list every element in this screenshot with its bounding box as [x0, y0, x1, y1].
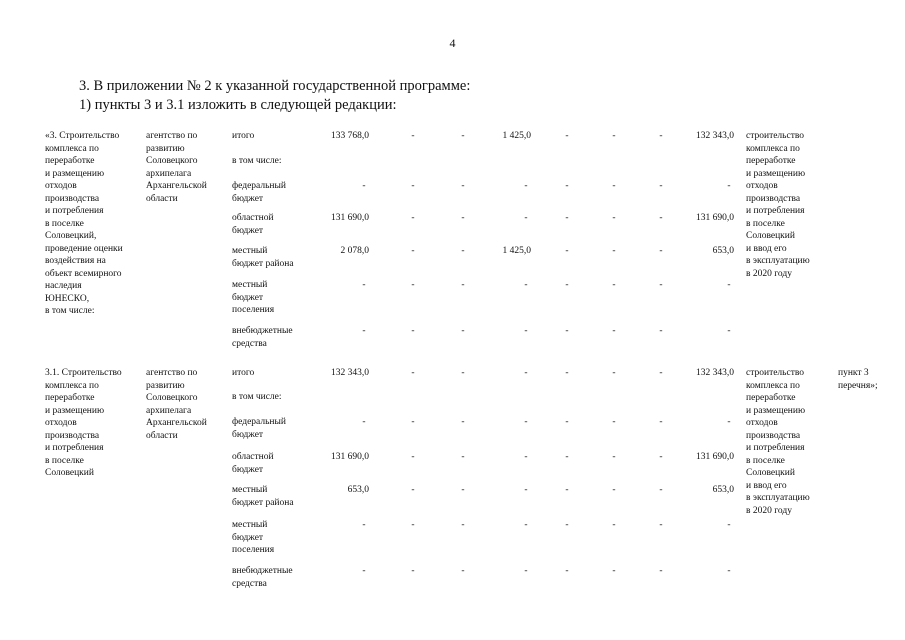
table-cell: - [659, 246, 663, 256]
funding-source: итого [232, 131, 255, 141]
table-cell: - [565, 246, 569, 256]
table-cell: - [362, 417, 366, 427]
table-cell: - [411, 213, 415, 223]
table-cell: - [411, 452, 415, 462]
funding-source: внебюджетные средства [232, 566, 293, 589]
table-cell: - [411, 368, 415, 378]
executor: агентство по развитию Соловецкого архипелага Архангельской области [146, 131, 207, 204]
table-cell: - [659, 326, 663, 336]
table-cell: - [524, 485, 528, 495]
table-cell: 653,0 [347, 485, 369, 495]
table-cell: - [461, 520, 465, 530]
table-cell: - [612, 452, 616, 462]
table-cell: - [565, 566, 569, 576]
table-cell: 1 425,0 [502, 246, 531, 256]
table-cell: - [659, 452, 663, 462]
table-cell: - [461, 326, 465, 336]
funding-source: федеральный бюджет [232, 181, 286, 204]
table-cell: - [612, 566, 616, 576]
table-cell: 131 690,0 [696, 452, 734, 462]
table-cell: 653,0 [712, 246, 734, 256]
table-cell: - [727, 520, 731, 530]
expected-result: строительство комплекса по переработке и размещению отходов производства и потребления в поселке Соловецкий и ввод его в эксплуатацию в 2020 году [746, 131, 810, 279]
table-cell: - [524, 417, 528, 427]
table-cell: - [461, 246, 465, 256]
section-heading: 3. В приложении № 2 к указанной государственной программе: [79, 78, 471, 94]
table-cell: - [659, 280, 663, 290]
table-cell: - [659, 566, 663, 576]
table-cell: - [362, 326, 366, 336]
table-cell: 132 343,0 [331, 368, 369, 378]
table-cell: - [659, 417, 663, 427]
table-cell: - [659, 181, 663, 191]
executor: агентство по развитию Соловецкого архипелага Архангельской области [146, 368, 207, 441]
table-cell: - [461, 417, 465, 427]
table-cell: 1 425,0 [502, 131, 531, 141]
table-cell: - [362, 520, 366, 530]
table-cell: - [411, 417, 415, 427]
table-cell: - [524, 280, 528, 290]
table-cell: - [659, 131, 663, 141]
table-cell: - [461, 213, 465, 223]
table-cell: 653,0 [712, 485, 734, 495]
table-cell: - [565, 280, 569, 290]
funding-source: местный бюджет района [232, 485, 294, 508]
funding-source: внебюджетные средства [232, 326, 293, 349]
table-cell: 2 078,0 [340, 246, 369, 256]
table-cell: - [461, 181, 465, 191]
table-cell: - [461, 368, 465, 378]
table-cell: - [411, 246, 415, 256]
table-cell: - [524, 520, 528, 530]
table-cell: - [612, 368, 616, 378]
table-cell: - [727, 566, 731, 576]
table-cell: - [524, 213, 528, 223]
table-cell: - [565, 417, 569, 427]
table-cell: - [411, 566, 415, 576]
expected-result: строительство комплекса по переработке и размещению отходов производства и потребления в поселке Соловецкий и ввод его в эксплуатацию в 2020 году [746, 368, 810, 516]
table-cell: - [727, 326, 731, 336]
table-cell: - [565, 213, 569, 223]
funding-source: местный бюджет поселения [232, 280, 275, 315]
table-cell: - [565, 452, 569, 462]
table-cell: - [612, 213, 616, 223]
table-cell: - [524, 368, 528, 378]
table-cell: - [612, 417, 616, 427]
table-cell: 131 690,0 [696, 213, 734, 223]
cross-reference: пункт 3 перечня»; [838, 368, 878, 391]
table-cell: - [524, 181, 528, 191]
table-cell: - [524, 566, 528, 576]
table-cell: - [524, 452, 528, 462]
table-cell: - [362, 181, 366, 191]
table-cell: - [461, 485, 465, 495]
table-cell: - [612, 280, 616, 290]
table-cell: - [612, 326, 616, 336]
section-subheading: 1) пункты 3 и 3.1 изложить в следующей редакции: [79, 97, 397, 113]
table-cell: - [461, 452, 465, 462]
table-cell: - [659, 520, 663, 530]
table-cell: - [565, 131, 569, 141]
table-cell: - [411, 181, 415, 191]
table-cell: - [565, 368, 569, 378]
table-cell: - [565, 485, 569, 495]
table-cell: - [362, 280, 366, 290]
table-cell: - [659, 213, 663, 223]
table-cell: - [612, 131, 616, 141]
table-cell: - [411, 280, 415, 290]
item-name: 3.1. Строительство комплекса по переработке и размещению отходов производства и потребления в поселке Соловецкий [45, 368, 122, 478]
table-cell: - [411, 485, 415, 495]
table-cell: - [411, 326, 415, 336]
funding-source: местный бюджет поселения [232, 520, 275, 555]
funding-source: областной бюджет [232, 452, 274, 475]
table-cell: - [659, 368, 663, 378]
table-cell: - [727, 417, 731, 427]
table-cell: - [461, 280, 465, 290]
table-cell: 131 690,0 [331, 452, 369, 462]
table-cell: - [411, 520, 415, 530]
item-name: «3. Строительство комплекса по переработке и размещению отходов производства и потребления в поселке Соловецкий, проведение оценки воздействия на объект всемирного наследия ЮНЕСКО, в том числе: [45, 131, 123, 316]
table-cell: - [524, 326, 528, 336]
table-cell: 133 768,0 [331, 131, 369, 141]
funding-source: в том числе: [232, 156, 282, 166]
table-cell: - [565, 326, 569, 336]
table-cell: - [612, 181, 616, 191]
table-cell: - [461, 131, 465, 141]
page-number: 4 [449, 36, 456, 50]
funding-source: итого [232, 368, 255, 378]
table-cell: 131 690,0 [331, 213, 369, 223]
table-cell: - [612, 485, 616, 495]
table-cell: - [461, 566, 465, 576]
table-cell: - [565, 520, 569, 530]
table-cell: 132 343,0 [696, 368, 734, 378]
table-cell: - [612, 520, 616, 530]
table-cell: - [659, 485, 663, 495]
table-cell: - [727, 280, 731, 290]
table-cell: - [565, 181, 569, 191]
funding-source: федеральный бюджет [232, 417, 286, 440]
table-cell: 132 343,0 [696, 131, 734, 141]
funding-source: в том числе: [232, 392, 282, 402]
table-cell: - [362, 566, 366, 576]
funding-source: областной бюджет [232, 213, 274, 236]
table-cell: - [612, 246, 616, 256]
table-cell: - [411, 131, 415, 141]
funding-source: местный бюджет района [232, 246, 294, 269]
table-cell: - [727, 181, 731, 191]
